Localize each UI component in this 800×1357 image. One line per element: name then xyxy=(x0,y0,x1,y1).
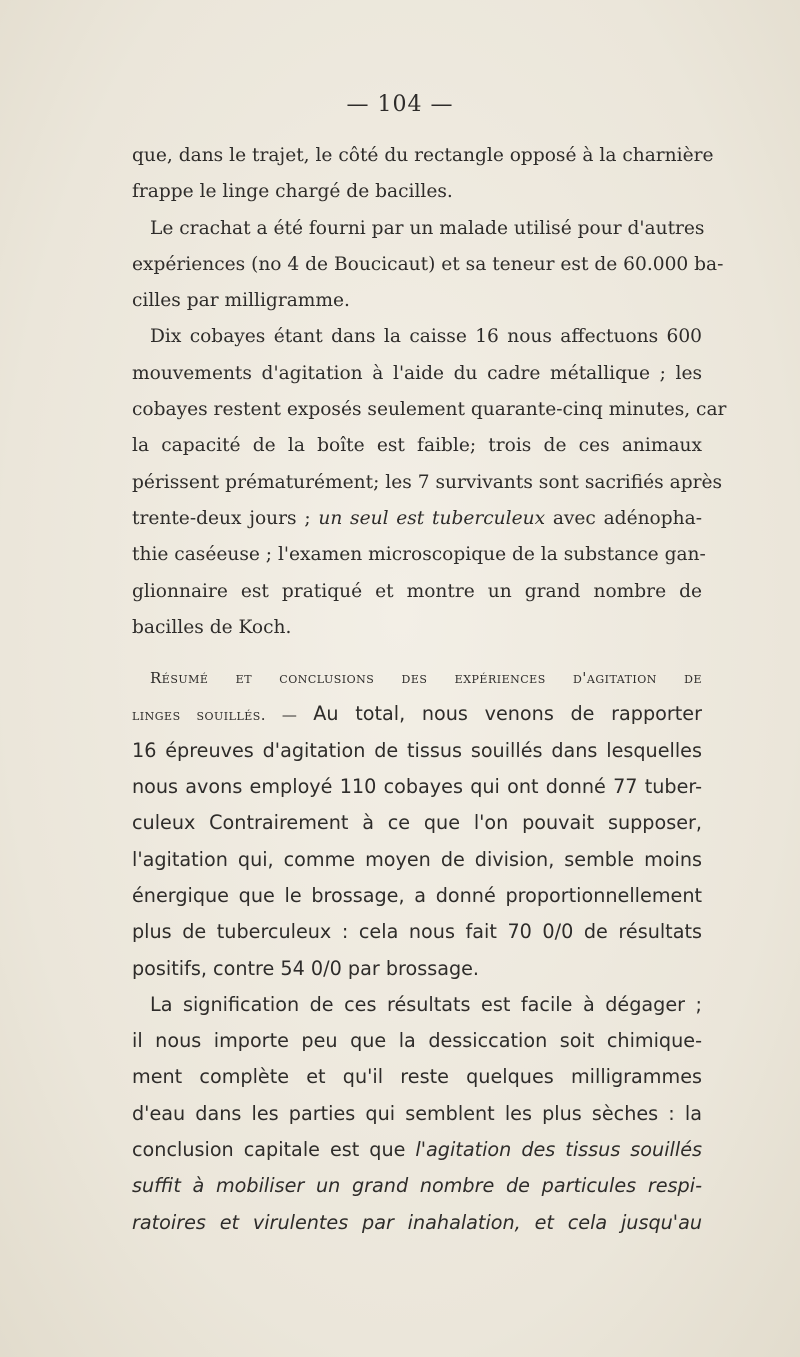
text-run: conclusion capitale est que xyxy=(132,1138,416,1162)
text-line: l'agitation qui, comme moyen de division, semble moins xyxy=(132,847,702,871)
body-text xyxy=(132,138,727,1241)
text-line: suffit à mobiliser un grand nombre de particules respi- xyxy=(132,1174,702,1198)
text-line: ment complète et qu'il reste quelques milligrammes xyxy=(132,1065,702,1089)
text-line: il nous importe peu que la dessiccation soit chimique- xyxy=(132,1029,702,1053)
section-heading-line: Résumé et conclusions des expériences d'agitation de xyxy=(150,669,702,688)
text-line xyxy=(132,501,702,537)
text-line: thie caséeuse ; l'examen microscopique de la substance gan- xyxy=(132,544,706,566)
text-line: Dix cobayes étant dans la caisse 16 nous affectuons 600 xyxy=(150,326,702,348)
text-run: trente-deux jours ; xyxy=(132,507,319,529)
text-line: périssent prématurément; les 7 survivants sont sacrifiés après xyxy=(132,471,723,493)
text-line: ratoires et virulentes par inahalation, et cela jusqu'au xyxy=(132,1210,702,1234)
text-line: la capacité de la boîte est faible; trois de ces animaux xyxy=(132,435,702,457)
text-line: 16 épreuves d'agitation de tissus souillés dans lesquelles xyxy=(132,738,702,762)
section-heading-run: linges souillés. — xyxy=(132,706,314,725)
text-line: bacilles de Koch. xyxy=(132,616,292,638)
text-line: frappe le linge chargé de bacilles. xyxy=(132,181,453,203)
text-line: positifs, contre 54 0/0 par brossage. xyxy=(132,956,480,980)
text-line: d'eau dans les parties qui semblent les plus sèches : la xyxy=(132,1101,702,1125)
text-run: Au total, nous venons de rapporter xyxy=(313,702,702,726)
page-number: — 104 — xyxy=(346,92,454,117)
text-line: énergique que le brossage, a donné proportionnellement xyxy=(132,883,702,907)
text-line xyxy=(132,1132,702,1168)
text-run: avec adénopha- xyxy=(545,507,702,529)
text-line: que, dans le trajet, le côté du rectangle opposé à la charnière xyxy=(132,145,714,166)
text-line: glionnaire est pratiqué et montre un grand nombre de xyxy=(132,580,702,602)
text-line: expériences (no 4 de Boucicaut) et sa teneur est de 60.000 ba- xyxy=(132,253,724,275)
text-line: nous avons employé 110 cobayes qui ont donné 77 tuber- xyxy=(132,775,702,799)
text-line: plus de tuberculeux : cela nous fait 70 0/0 de résultats xyxy=(132,920,702,944)
italic-run: un seul est tuberculeux xyxy=(318,507,546,529)
text-line: La signification de ces résultats est facile à dégager ; xyxy=(150,992,702,1016)
text-line: cilles par milligramme. xyxy=(132,290,350,312)
italic-run: l'agitation des tissus souillés xyxy=(415,1138,702,1162)
text-line: cobayes restent exposés seulement quarante-cinq minutes, car xyxy=(132,399,727,421)
text-line: culeux Contrairement à ce que l'on pouvait supposer, xyxy=(132,811,702,835)
text-line: mouvements d'agitation à l'aide du cadre métallique ; les xyxy=(132,362,702,384)
text-line: Le crachat a été fourni par un malade utilisé pour d'autres xyxy=(150,217,705,239)
text-line xyxy=(132,696,702,732)
